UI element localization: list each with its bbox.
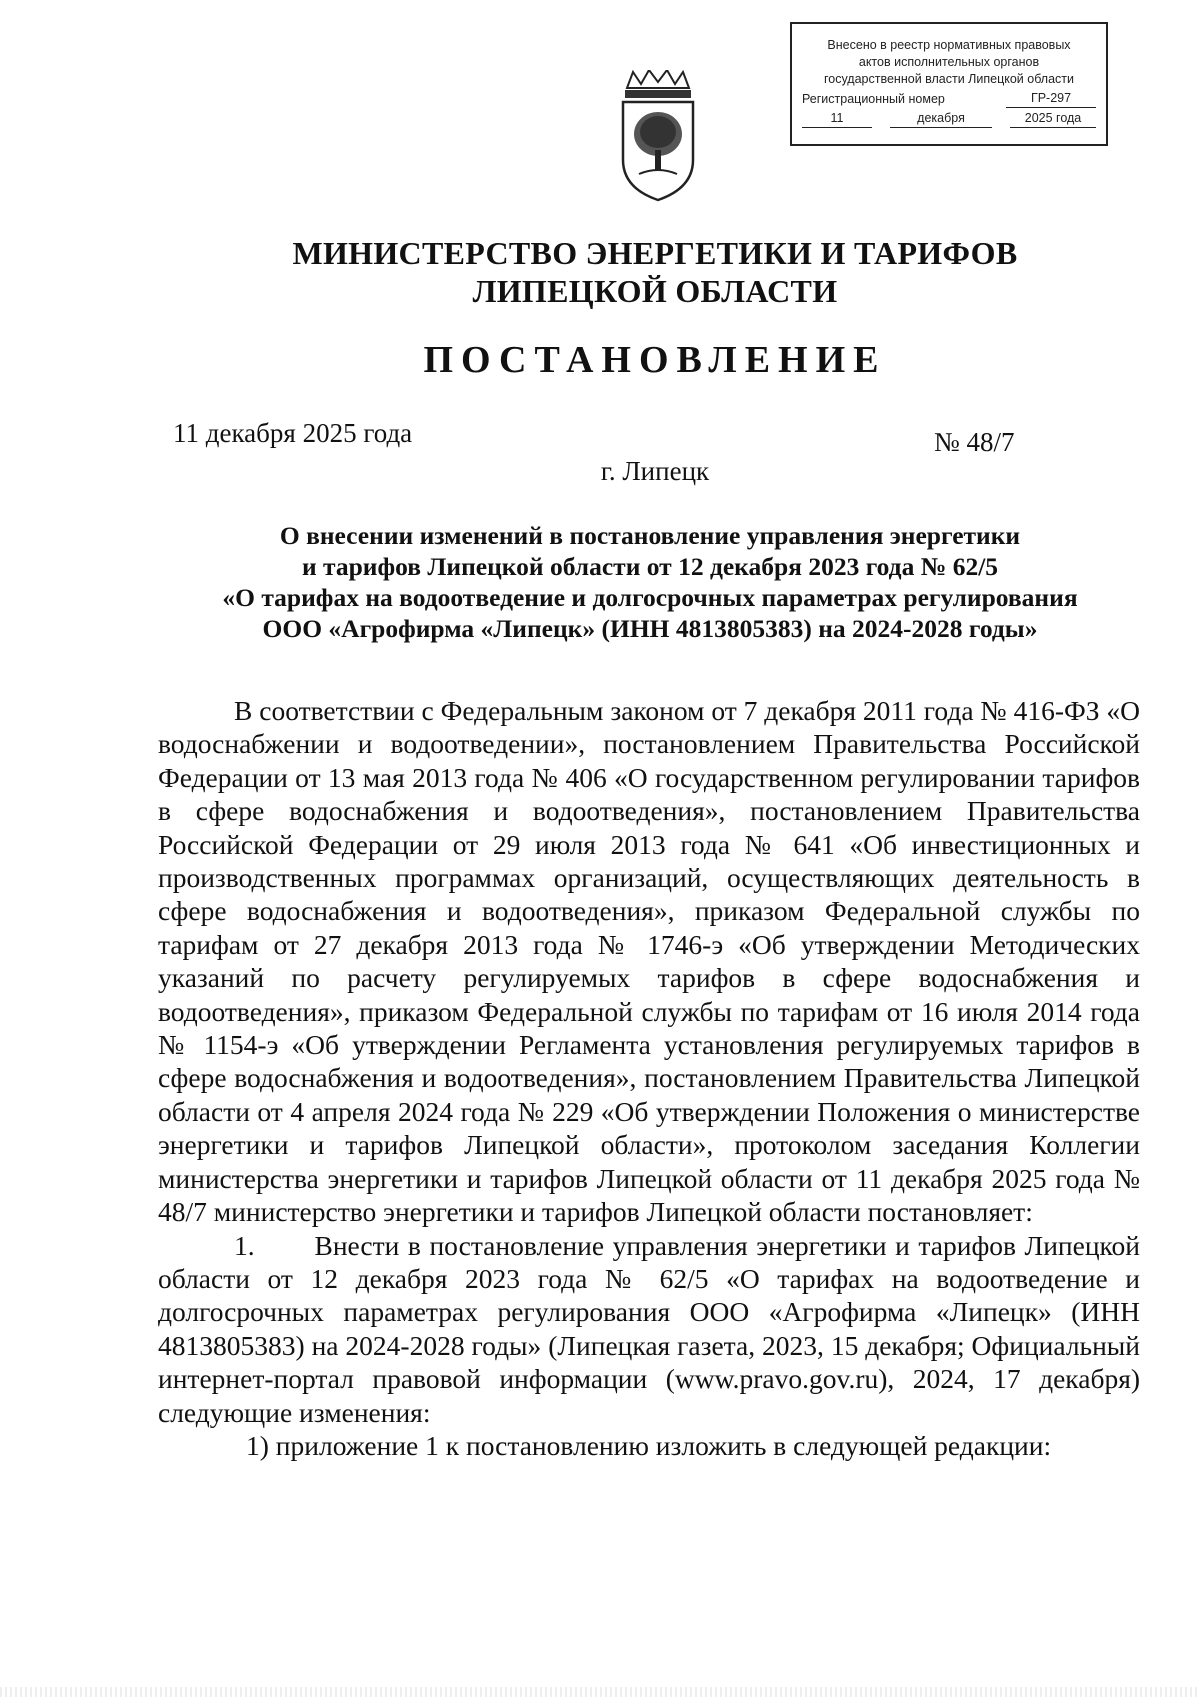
stamp-year: 2025 года <box>1010 110 1096 128</box>
stamp-day: 11 <box>802 110 872 128</box>
preamble-paragraph: В соответствии с Федеральным законом от 7 декабря 2011 года № 416-ФЗ «О водоснабжении и водоотведении», постановлением Правительства Российской Федерации от 13 мая 2013 года № 406 «О государственном регулировании тарифов в сфере водоснабжения и водоотведения», постановлением Правительства Российской Федерации от 29 июля 2013 года № 641 «Об инвестиционных и производственных программах организаций, осуществляющих деятельность в сфере водоснабжения и водоотведения», приказом Федеральной службы по тарифам от 27 декабря 2013 года № 1746-э «Об утверждении Методических указаний по расчету регулируемых тарифов в сфере водоснабжения и водоотведения», приказом Федеральной службы по тарифам от 16 июля 2014 года № 1154-э «Об утверждении Регламента установления регулируемых тарифов в сфере водоснабжения и водоотведения», постановлением Правительства Липецкой области от 4 апреля 2024 года № 229 «Об утверждении Положения о министерстве энергетики и тарифов Липецкой области», протоколом заседания Коллегии министерства энергетики и тарифов Липецкой области от 11 декабря 2025 года № 48/7 министерство энергетики и тарифов Липецкой области постановляет: <box>158 695 1140 1228</box>
stamp-line-2: актов исполнительных органов <box>858 55 1040 69</box>
ministry-line-2: ЛИПЕЦКОЙ ОБЛАСТИ <box>472 273 838 309</box>
coat-of-arms-icon <box>613 70 703 202</box>
scan-edge-noise <box>0 1687 1200 1697</box>
stamp-date-row <box>792 110 1106 128</box>
item-1-number: 1. <box>234 1229 255 1261</box>
subject-line-3: «О тарифах на водоотведение и долгосрочных параметрах регулирования <box>222 583 1078 612</box>
subject-line-2: и тарифов Липецкой области от 12 декабря 2023 года № 62/5 <box>301 552 999 581</box>
subitem-1-text: приложение 1 к постановлению изложить в следующей редакции: <box>275 1429 1052 1461</box>
subitem-1-number: 1) <box>246 1429 269 1461</box>
item-1-text: Внести в постановление управления энергетики и тарифов Липецкой области от 12 декабря 2023 года № 62/5 «О тарифах на водоотведение и долгосрочных параметрах регулирования ООО «Агрофирма «Липецк» (ИНН 4813805383) на 2024-2028 годы» (Липецкая газета, 2023, 15 декабря; Официальный интернет-портал правовой информации (www.pravo.gov.ru), 2024, 17 декабря) следующие изменения: <box>158 1229 1140 1428</box>
stamp-month: декабря <box>890 110 992 128</box>
document-number: № 48/7 <box>934 427 1015 457</box>
stamp-line-1: Внесено в реестр нормативных правовых <box>827 38 1071 52</box>
subject-line-4: ООО «Агрофирма «Липецк» (ИНН 4813805383) на 2024-2028 годы» <box>262 614 1038 643</box>
ministry-line-1: МИНИСТЕРСТВО ЭНЕРГЕТИКИ И ТАРИФОВ <box>292 235 1018 271</box>
ministry-name <box>0 234 1200 310</box>
subject-line-1: О внесении изменений в постановление управления энергетики <box>279 521 1021 550</box>
stamp-reg-number: ГР-297 <box>1006 90 1096 108</box>
stamp-reg-row <box>792 90 1106 108</box>
item-1-paragraph <box>158 1229 1140 1429</box>
document-body <box>158 694 1140 1462</box>
document-date: 11 декабря 2025 года <box>173 418 413 448</box>
stamp-line-3: государственной власти Липецкой области <box>823 72 1075 86</box>
document-subject <box>155 520 1145 644</box>
stamp-reg-label: Регистрационный номер <box>802 92 945 106</box>
document-type: ПОСТАНОВЛЕНИЕ <box>423 339 887 381</box>
registry-stamp <box>790 22 1108 146</box>
document-city: г. Липецк <box>600 456 710 486</box>
subitem-1-paragraph <box>158 1429 1140 1462</box>
